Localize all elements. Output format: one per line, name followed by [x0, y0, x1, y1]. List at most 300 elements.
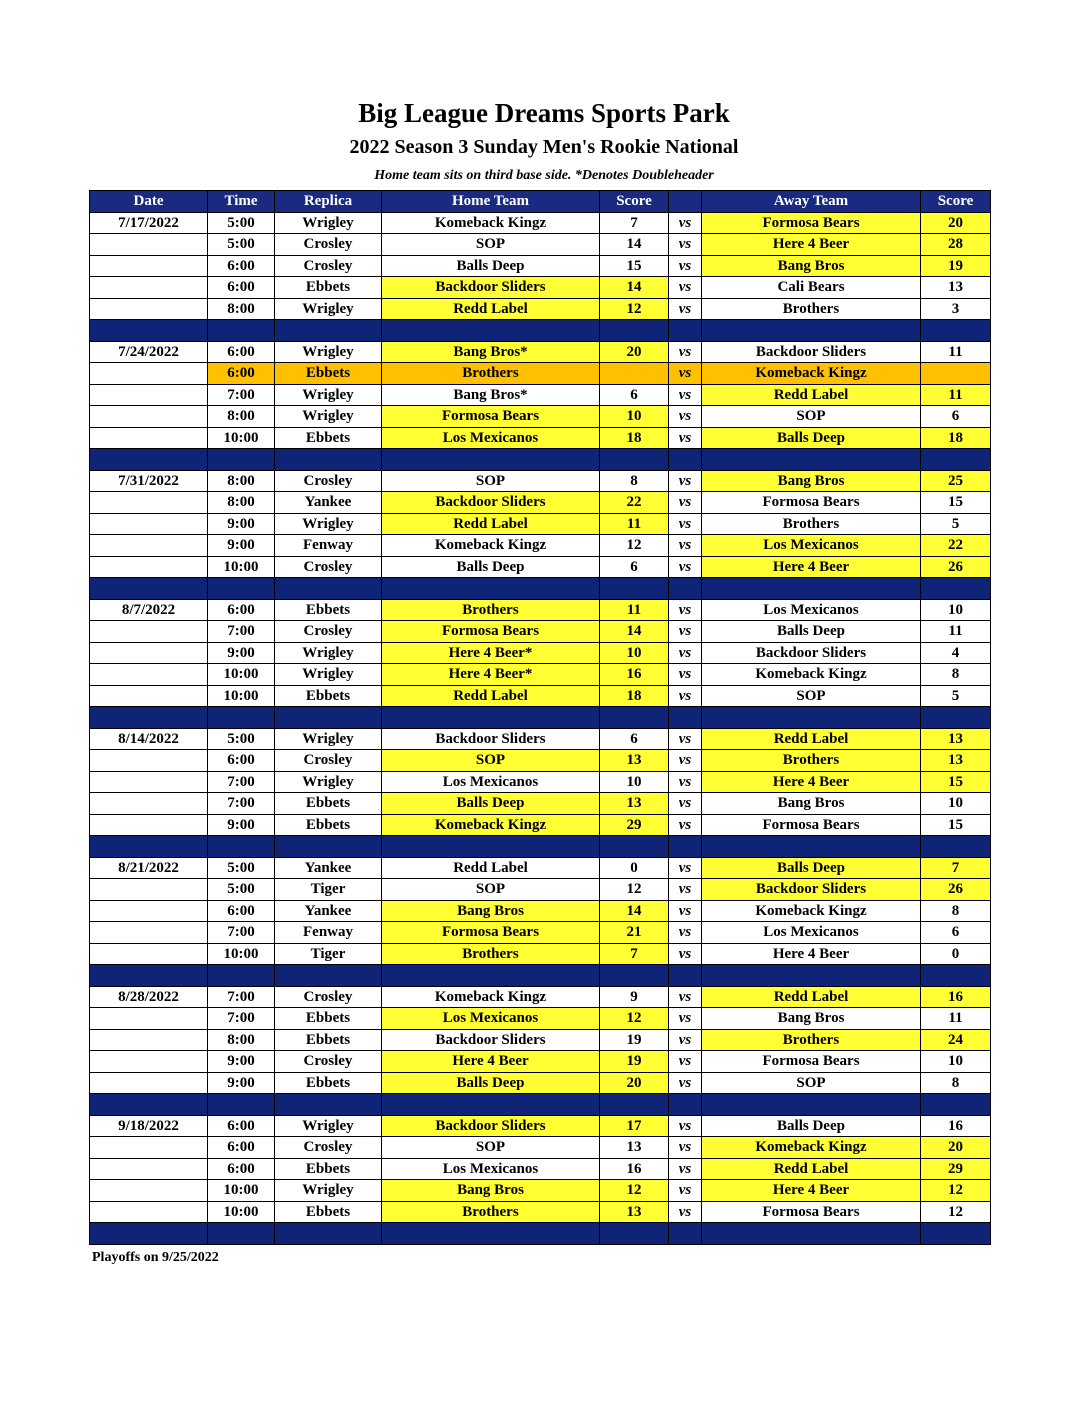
- home-team: Formosa Bears: [382, 922, 600, 944]
- home-team: Redd Label: [382, 857, 600, 879]
- separator-cell: [669, 965, 702, 987]
- away-score: 26: [921, 879, 991, 901]
- game-row: [90, 556, 991, 578]
- game-row: [90, 1180, 991, 1202]
- game-date: [90, 879, 208, 901]
- game-row: [90, 513, 991, 535]
- home-team: Los Mexicanos: [382, 771, 600, 793]
- game-date: [90, 298, 208, 320]
- game-row: [90, 277, 991, 299]
- vs-label: vs: [669, 1115, 702, 1137]
- game-time: 10:00: [208, 1201, 275, 1223]
- separator-cell: [921, 707, 991, 729]
- game-date: [90, 642, 208, 664]
- week-separator: [90, 1094, 991, 1116]
- separator-cell: [669, 578, 702, 600]
- separator-cell: [382, 707, 600, 729]
- home-team: Redd Label: [382, 513, 600, 535]
- vs-label: vs: [669, 922, 702, 944]
- separator-cell: [921, 449, 991, 471]
- separator-cell: [600, 449, 669, 471]
- separator-cell: [275, 449, 382, 471]
- away-team: Backdoor Sliders: [702, 879, 921, 901]
- vs-label: vs: [669, 750, 702, 772]
- away-score: 11: [921, 384, 991, 406]
- away-score: 10: [921, 793, 991, 815]
- game-time: 6:00: [208, 277, 275, 299]
- game-row: [90, 728, 991, 750]
- vs-label: vs: [669, 363, 702, 385]
- game-time: 5:00: [208, 728, 275, 750]
- game-time: 5:00: [208, 857, 275, 879]
- game-replica-field: Crosley: [275, 470, 382, 492]
- game-replica-field: Wrigley: [275, 406, 382, 428]
- game-time: 6:00: [208, 750, 275, 772]
- away-team: Bang Bros: [702, 470, 921, 492]
- game-time: 8:00: [208, 406, 275, 428]
- schedule-body: [90, 212, 991, 1244]
- away-score: 20: [921, 212, 991, 234]
- away-score: 15: [921, 814, 991, 836]
- home-team: Backdoor Sliders: [382, 277, 600, 299]
- game-time: 6:00: [208, 599, 275, 621]
- week-separator: [90, 836, 991, 858]
- vs-label: vs: [669, 1008, 702, 1030]
- game-replica-field: Wrigley: [275, 1115, 382, 1137]
- game-row: [90, 298, 991, 320]
- vs-label: vs: [669, 664, 702, 686]
- game-time: 9:00: [208, 1072, 275, 1094]
- home-team: Bang Bros*: [382, 384, 600, 406]
- away-score: 6: [921, 406, 991, 428]
- away-team: Balls Deep: [702, 427, 921, 449]
- home-score: 18: [600, 427, 669, 449]
- game-time: 5:00: [208, 234, 275, 256]
- home-score: 21: [600, 922, 669, 944]
- separator-cell: [208, 578, 275, 600]
- game-time: 6:00: [208, 1115, 275, 1137]
- vs-label: vs: [669, 535, 702, 557]
- game-time: 7:00: [208, 1008, 275, 1030]
- game-time: 8:00: [208, 1029, 275, 1051]
- game-time: 10:00: [208, 1180, 275, 1202]
- game-row: [90, 384, 991, 406]
- away-team: Backdoor Sliders: [702, 341, 921, 363]
- game-replica-field: Wrigley: [275, 664, 382, 686]
- separator-cell: [275, 1223, 382, 1245]
- game-time: 7:00: [208, 793, 275, 815]
- away-team: Formosa Bears: [702, 492, 921, 514]
- game-row: [90, 427, 991, 449]
- home-score: 11: [600, 513, 669, 535]
- home-score: 12: [600, 535, 669, 557]
- separator-cell: [702, 578, 921, 600]
- home-team: Formosa Bears: [382, 406, 600, 428]
- game-replica-field: Tiger: [275, 879, 382, 901]
- game-date: [90, 685, 208, 707]
- separator-cell: [382, 578, 600, 600]
- home-score: 6: [600, 384, 669, 406]
- home-score: 16: [600, 1158, 669, 1180]
- away-team: Balls Deep: [702, 621, 921, 643]
- home-team: Here 4 Beer*: [382, 664, 600, 686]
- home-team: SOP: [382, 879, 600, 901]
- away-team: Los Mexicanos: [702, 922, 921, 944]
- separator-cell: [90, 707, 208, 729]
- game-date: [90, 535, 208, 557]
- away-team: Brothers: [702, 513, 921, 535]
- game-row: [90, 492, 991, 514]
- away-team: Brothers: [702, 298, 921, 320]
- away-score: 11: [921, 621, 991, 643]
- home-team: Backdoor Sliders: [382, 1115, 600, 1137]
- away-score: 0: [921, 943, 991, 965]
- away-score: [921, 363, 991, 385]
- week-separator: [90, 1223, 991, 1245]
- separator-cell: [208, 1094, 275, 1116]
- away-score: 16: [921, 1115, 991, 1137]
- game-row: [90, 771, 991, 793]
- home-score: 12: [600, 1180, 669, 1202]
- separator-cell: [382, 449, 600, 471]
- away-score: 18: [921, 427, 991, 449]
- game-row: [90, 900, 991, 922]
- game-replica-field: Wrigley: [275, 513, 382, 535]
- schedule-table: [89, 190, 991, 1245]
- week-separator: [90, 578, 991, 600]
- home-score: 7: [600, 212, 669, 234]
- game-row: [90, 879, 991, 901]
- home-team: Balls Deep: [382, 255, 600, 277]
- game-time: 8:00: [208, 298, 275, 320]
- separator-cell: [600, 320, 669, 342]
- game-row: [90, 1051, 991, 1073]
- game-row: [90, 1158, 991, 1180]
- game-time: 7:00: [208, 621, 275, 643]
- home-score: 20: [600, 341, 669, 363]
- game-row: [90, 1029, 991, 1051]
- home-team: SOP: [382, 1137, 600, 1159]
- game-time: 7:00: [208, 986, 275, 1008]
- separator-cell: [382, 836, 600, 858]
- separator-cell: [702, 836, 921, 858]
- home-team: Balls Deep: [382, 556, 600, 578]
- home-team: Bang Bros: [382, 900, 600, 922]
- vs-label: vs: [669, 771, 702, 793]
- vs-label: vs: [669, 234, 702, 256]
- game-time: 6:00: [208, 900, 275, 922]
- game-time: 6:00: [208, 1158, 275, 1180]
- separator-cell: [208, 836, 275, 858]
- away-team: Cali Bears: [702, 277, 921, 299]
- home-team: Brothers: [382, 943, 600, 965]
- game-row: [90, 664, 991, 686]
- home-score: 17: [600, 1115, 669, 1137]
- game-replica-field: Crosley: [275, 750, 382, 772]
- separator-cell: [382, 320, 600, 342]
- game-time: 8:00: [208, 470, 275, 492]
- separator-cell: [600, 578, 669, 600]
- home-team: Redd Label: [382, 685, 600, 707]
- game-replica-field: Ebbets: [275, 427, 382, 449]
- separator-cell: [275, 707, 382, 729]
- game-replica-field: Ebbets: [275, 1008, 382, 1030]
- away-team: Here 4 Beer: [702, 943, 921, 965]
- game-row: [90, 470, 991, 492]
- game-replica-field: Tiger: [275, 943, 382, 965]
- game-replica-field: Ebbets: [275, 1072, 382, 1094]
- away-score: 15: [921, 492, 991, 514]
- away-score: 29: [921, 1158, 991, 1180]
- col-away-team: Away Team: [702, 191, 921, 213]
- vs-label: vs: [669, 685, 702, 707]
- away-team: Redd Label: [702, 986, 921, 1008]
- game-date: [90, 621, 208, 643]
- home-team: Los Mexicanos: [382, 427, 600, 449]
- week-separator: [90, 965, 991, 987]
- vs-label: vs: [669, 642, 702, 664]
- vs-label: vs: [669, 814, 702, 836]
- away-score: 8: [921, 900, 991, 922]
- away-team: Formosa Bears: [702, 814, 921, 836]
- home-team: SOP: [382, 470, 600, 492]
- separator-cell: [208, 707, 275, 729]
- game-time: 9:00: [208, 513, 275, 535]
- home-team: SOP: [382, 234, 600, 256]
- col-date: Date: [90, 191, 208, 213]
- away-score: 5: [921, 685, 991, 707]
- home-score: 14: [600, 277, 669, 299]
- vs-label: vs: [669, 298, 702, 320]
- away-score: 11: [921, 341, 991, 363]
- home-team: Brothers: [382, 363, 600, 385]
- game-replica-field: Crosley: [275, 556, 382, 578]
- game-row: [90, 1201, 991, 1223]
- vs-label: vs: [669, 1051, 702, 1073]
- vs-label: vs: [669, 857, 702, 879]
- game-time: 10:00: [208, 427, 275, 449]
- away-score: 8: [921, 1072, 991, 1094]
- separator-cell: [90, 965, 208, 987]
- separator-cell: [669, 1223, 702, 1245]
- away-team: Backdoor Sliders: [702, 642, 921, 664]
- separator-cell: [702, 449, 921, 471]
- page-subtitle: 2022 Season 3 Sunday Men's Rookie National: [349, 136, 739, 158]
- game-row: [90, 363, 991, 385]
- vs-label: vs: [669, 986, 702, 1008]
- home-team: Here 4 Beer: [382, 1051, 600, 1073]
- game-date: [90, 664, 208, 686]
- home-score: 10: [600, 771, 669, 793]
- game-time: 10:00: [208, 664, 275, 686]
- away-team: Balls Deep: [702, 857, 921, 879]
- game-date: [90, 943, 208, 965]
- game-date: 7/24/2022: [90, 341, 208, 363]
- vs-label: vs: [669, 384, 702, 406]
- away-team: Komeback Kingz: [702, 664, 921, 686]
- game-row: [90, 793, 991, 815]
- game-date: [90, 427, 208, 449]
- away-score: 15: [921, 771, 991, 793]
- week-separator: [90, 320, 991, 342]
- vs-label: vs: [669, 492, 702, 514]
- home-team: Bang Bros*: [382, 341, 600, 363]
- game-date: 7/31/2022: [90, 470, 208, 492]
- vs-label: vs: [669, 556, 702, 578]
- vs-label: vs: [669, 427, 702, 449]
- game-time: 7:00: [208, 922, 275, 944]
- separator-cell: [90, 1094, 208, 1116]
- game-row: [90, 341, 991, 363]
- game-date: 8/28/2022: [90, 986, 208, 1008]
- separator-cell: [208, 449, 275, 471]
- game-time: 10:00: [208, 556, 275, 578]
- game-row: [90, 814, 991, 836]
- game-replica-field: Ebbets: [275, 1201, 382, 1223]
- home-score: 13: [600, 1137, 669, 1159]
- away-team: Brothers: [702, 750, 921, 772]
- away-team: Bang Bros: [702, 255, 921, 277]
- game-date: [90, 1180, 208, 1202]
- home-score: 10: [600, 406, 669, 428]
- separator-cell: [600, 707, 669, 729]
- away-team: Brothers: [702, 1029, 921, 1051]
- home-score: 14: [600, 900, 669, 922]
- game-time: 6:00: [208, 341, 275, 363]
- game-replica-field: Crosley: [275, 234, 382, 256]
- separator-cell: [208, 1223, 275, 1245]
- away-score: 10: [921, 599, 991, 621]
- game-replica-field: Wrigley: [275, 642, 382, 664]
- game-row: [90, 406, 991, 428]
- home-team: SOP: [382, 750, 600, 772]
- away-score: 6: [921, 922, 991, 944]
- away-score: 13: [921, 750, 991, 772]
- col-time: Time: [208, 191, 275, 213]
- game-replica-field: Ebbets: [275, 277, 382, 299]
- game-time: 9:00: [208, 1051, 275, 1073]
- game-replica-field: Wrigley: [275, 341, 382, 363]
- game-date: [90, 900, 208, 922]
- away-team: SOP: [702, 685, 921, 707]
- game-row: [90, 535, 991, 557]
- week-separator: [90, 707, 991, 729]
- away-team: Here 4 Beer: [702, 556, 921, 578]
- home-team: Backdoor Sliders: [382, 492, 600, 514]
- vs-label: vs: [669, 277, 702, 299]
- separator-cell: [275, 320, 382, 342]
- home-score: 13: [600, 1201, 669, 1223]
- game-date: [90, 814, 208, 836]
- away-team: Balls Deep: [702, 1115, 921, 1137]
- game-replica-field: Ebbets: [275, 685, 382, 707]
- game-date: [90, 1137, 208, 1159]
- home-score: 19: [600, 1051, 669, 1073]
- away-team: Komeback Kingz: [702, 900, 921, 922]
- game-date: [90, 277, 208, 299]
- away-team: SOP: [702, 1072, 921, 1094]
- vs-label: vs: [669, 341, 702, 363]
- game-replica-field: Ebbets: [275, 1158, 382, 1180]
- away-score: 12: [921, 1180, 991, 1202]
- separator-cell: [208, 320, 275, 342]
- game-replica-field: Yankee: [275, 492, 382, 514]
- game-replica-field: Crosley: [275, 1051, 382, 1073]
- game-replica-field: Crosley: [275, 255, 382, 277]
- separator-cell: [921, 965, 991, 987]
- game-time: 5:00: [208, 879, 275, 901]
- separator-cell: [90, 1223, 208, 1245]
- separator-cell: [600, 1223, 669, 1245]
- separator-cell: [90, 449, 208, 471]
- separator-cell: [600, 836, 669, 858]
- vs-label: vs: [669, 255, 702, 277]
- separator-cell: [600, 1094, 669, 1116]
- game-date: [90, 1158, 208, 1180]
- home-score: [600, 363, 669, 385]
- home-score: 13: [600, 793, 669, 815]
- home-team: Redd Label: [382, 298, 600, 320]
- vs-label: vs: [669, 1180, 702, 1202]
- game-replica-field: Wrigley: [275, 1180, 382, 1202]
- game-date: [90, 1201, 208, 1223]
- separator-cell: [90, 578, 208, 600]
- home-score: 14: [600, 234, 669, 256]
- game-replica-field: Ebbets: [275, 793, 382, 815]
- vs-label: vs: [669, 513, 702, 535]
- away-score: 5: [921, 513, 991, 535]
- game-date: 9/18/2022: [90, 1115, 208, 1137]
- home-score: 10: [600, 642, 669, 664]
- game-date: 7/17/2022: [90, 212, 208, 234]
- game-time: 8:00: [208, 492, 275, 514]
- vs-label: vs: [669, 1201, 702, 1223]
- separator-cell: [600, 965, 669, 987]
- game-row: [90, 255, 991, 277]
- game-date: [90, 1008, 208, 1030]
- game-row: [90, 986, 991, 1008]
- game-replica-field: Yankee: [275, 900, 382, 922]
- game-date: 8/21/2022: [90, 857, 208, 879]
- vs-label: vs: [669, 470, 702, 492]
- home-score: 15: [600, 255, 669, 277]
- game-replica-field: Wrigley: [275, 298, 382, 320]
- game-time: 9:00: [208, 814, 275, 836]
- separator-cell: [669, 449, 702, 471]
- away-score: 19: [921, 255, 991, 277]
- home-team: Formosa Bears: [382, 621, 600, 643]
- home-team: Backdoor Sliders: [382, 1029, 600, 1051]
- home-score: 14: [600, 621, 669, 643]
- game-time: 6:00: [208, 1137, 275, 1159]
- away-team: Formosa Bears: [702, 212, 921, 234]
- game-time: 7:00: [208, 771, 275, 793]
- game-replica-field: Wrigley: [275, 212, 382, 234]
- separator-cell: [275, 1094, 382, 1116]
- game-replica-field: Crosley: [275, 1137, 382, 1159]
- game-row: [90, 750, 991, 772]
- home-score: 7: [600, 943, 669, 965]
- home-score: 18: [600, 685, 669, 707]
- game-replica-field: Wrigley: [275, 384, 382, 406]
- home-score: 11: [600, 599, 669, 621]
- game-date: [90, 750, 208, 772]
- home-team: Komeback Kingz: [382, 814, 600, 836]
- away-team: Here 4 Beer: [702, 234, 921, 256]
- away-score: 22: [921, 535, 991, 557]
- game-date: [90, 234, 208, 256]
- game-row: [90, 234, 991, 256]
